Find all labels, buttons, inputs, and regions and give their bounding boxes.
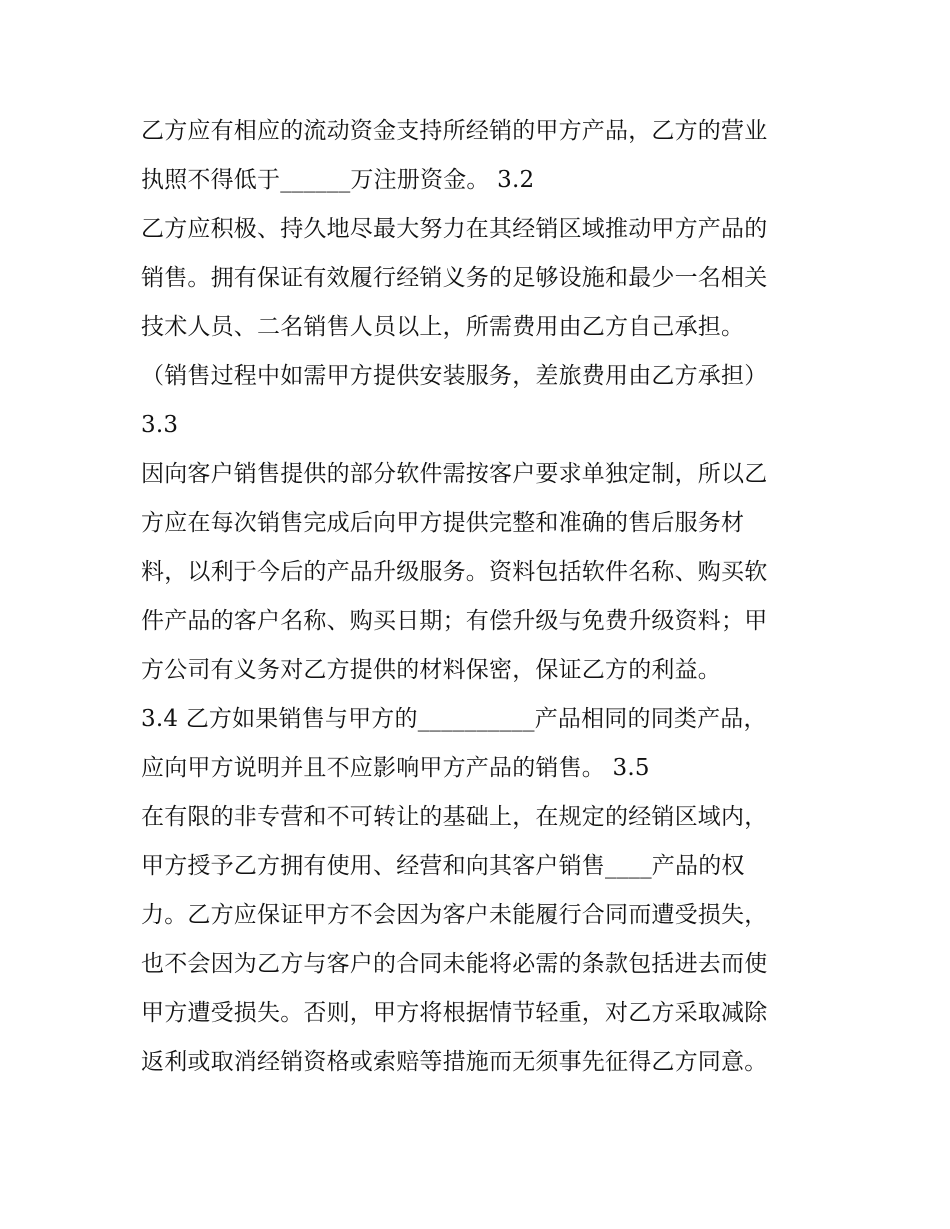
text-line: 乙方应积极、持久地尽最大努力在其经销区域推动甲方产品的 — [141, 216, 768, 242]
text-line: 销售。拥有保证有效履行经销义务的足够设施和最少一名相关 — [141, 265, 768, 291]
text-line: 执照不得低于______万注册资金。 3.2 — [141, 167, 535, 193]
contract-text-body — [141, 107, 831, 1087]
text-line: 应向甲方说明并且不应影响甲方产品的销售。 3.5 — [141, 755, 650, 781]
text-line: 因向客户销售提供的部分软件需按客户要求单独定制，所以乙 — [141, 461, 768, 487]
text-line: 件产品的客户名称、购买日期；有偿升级与免费升级资料；甲 — [141, 608, 768, 634]
text-line: 方公司有义务对乙方提供的材料保密，保证乙方的利益。 — [141, 657, 721, 683]
text-line: 料，以利于今后的产品升级服务。资料包括软件名称、购买软 — [141, 559, 768, 585]
section-number: 3.3 — [141, 412, 179, 438]
text-line: 乙方应有相应的流动资金支持所经销的甲方产品，乙方的营业 — [141, 118, 768, 144]
text-line: 甲方遭受损失。否则，甲方将根据情节轻重，对乙方采取减除 — [141, 1000, 768, 1026]
text-line: 力。乙方应保证甲方不会因为客户未能履行合同而遭受损失， — [141, 902, 768, 928]
text-line: 甲方授予乙方拥有使用、经营和向其客户销售____产品的权 — [141, 853, 745, 879]
text-line: 技术人员、二名销售人员以上，所需费用由乙方自己承担。 — [141, 314, 745, 340]
text-line: （销售过程中如需甲方提供安装服务，差旅费用由乙方承担） — [141, 363, 768, 389]
text-line: 也不会因为乙方与客户的合同未能将必需的条款包括进去而使 — [141, 951, 768, 977]
text-line: 方应在每次销售完成后向甲方提供完整和准确的售后服务材 — [141, 510, 745, 536]
text-line: 在有限的非专营和不可转让的基础上，在规定的经销区域内， — [141, 804, 768, 830]
text-line: 返利或取消经销资格或索赔等措施而无须事先征得乙方同意。 — [141, 1049, 768, 1075]
text-line: 3.4 乙方如果销售与甲方的__________产品相同的同类产品， — [141, 706, 767, 732]
